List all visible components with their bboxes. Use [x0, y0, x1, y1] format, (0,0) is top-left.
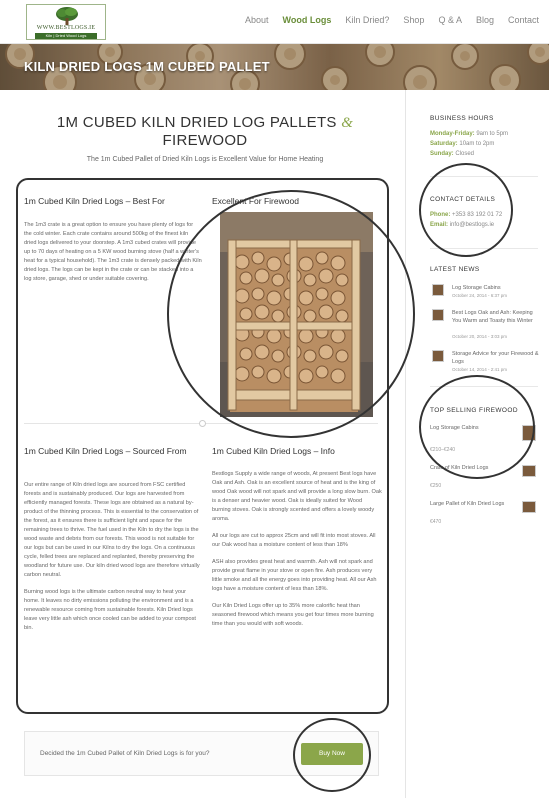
- site-logo[interactable]: [26, 4, 106, 40]
- main-heading: [24, 114, 386, 150]
- business-hours-heading: BUSINESS HOURS: [430, 115, 494, 122]
- info-paragraph-2: All our logs are cut to approx 25cm and will fit into most stoves. All our Oak wood has a moisture content of less than 18%: [212, 533, 376, 548]
- news-item-title[interactable]: Best Logs Oak and Ash: Keeping You Warm and Toasty this Winter: [452, 310, 533, 324]
- hours-time: Closed: [455, 151, 475, 157]
- news-item-title[interactable]: Log Storage Cabins: [452, 285, 501, 291]
- buy-now-prompt: Decided the 1m Cubed Pallet of Kiln Dried Logs is for you?: [40, 750, 210, 757]
- nav-about[interactable]: About: [245, 15, 269, 25]
- business-hours-list: [430, 129, 508, 159]
- logo-strap: Kiln | Dried Wood Logs: [35, 33, 97, 39]
- best-for-paragraph: The 1m3 crate is a great option to ensure you have plenty of logs for the cold winter. Each crate contains around 500kg of the finest kiln dried logs delivered to your doorstep. A 1m3 cubed crates will provide up to 70 days of heating on a 5 KW wood burning stove (half a winter's heat for a typical household). The 1m3 crate is densely packed with Kiln dried logs. The logs can be kept in the crate or can be stacked into a log store, garage, shed or under suitable covering.: [24, 222, 202, 282]
- site-header: [0, 0, 549, 44]
- contact-highlight-circle: [419, 163, 513, 257]
- product-name[interactable]: Log Storage Cabins: [430, 425, 479, 431]
- top-selling-heading: TOP SELLING FIREWOOD: [430, 407, 518, 414]
- nav-shop[interactable]: Shop: [403, 15, 425, 25]
- hours-row: [430, 129, 508, 139]
- news-item-title[interactable]: Storage Advice for your Firewood & Logs: [452, 351, 539, 365]
- nav-qa[interactable]: Q & A: [438, 15, 462, 25]
- main-nav: [231, 15, 539, 25]
- hours-time: 10am to 2pm: [459, 141, 495, 147]
- news-thumbnail[interactable]: [432, 284, 444, 296]
- nav-kiln-dried[interactable]: Kiln Dried?: [345, 15, 390, 25]
- news-thumbnail[interactable]: [432, 350, 444, 362]
- hours-day: Saturday:: [430, 141, 458, 147]
- sourced-paragraph-2: Burning wood logs is the ultimate carbon neutral way to heat your home. It leaves no dirty emissions polluting the environment and is a renewable resource coming from sustainable forests. Kiln Dried logs leave very little ash which once cooled can be added to your compost bin.: [24, 589, 196, 631]
- hours-day: Monday-Friday:: [430, 131, 475, 137]
- best-for-heading: 1m Cubed Kiln Dried Logs – Best For: [24, 196, 165, 206]
- sourced-paragraph-1: Our entire range of Kiln dried logs are sourced from FSC certified forests and is sustainably produced. Our logs are harvested from efficiently managed forests. These logs are obtained as a natural by-product of the thinning process. This is essential to the conservation of the forest, as it ensures there is sufficient light and space for the remaining trees to thrive. The fuel used in the Kiln to dry the logs is the wood waste and debris from our forests. This wood is not suitable for our logs but can be used in our Kilns to dry the logs. On a continuous cycle, felled trees are replaced and replanted, thereby preserving the woodland for future use. Our kiln dried wood logs are therefore virtually carbon neutral.: [24, 482, 200, 578]
- buy-now-button[interactable]: Buy Now: [301, 743, 363, 765]
- nav-contact[interactable]: Contact: [507, 15, 539, 25]
- phone-label: Phone:: [430, 212, 451, 218]
- buy-now-highlight-circle: [293, 718, 371, 792]
- news-thumbnail[interactable]: [432, 309, 444, 321]
- image-highlight-circle: [167, 190, 415, 438]
- product-thumbnail[interactable]: [522, 501, 536, 513]
- product-price: €250: [430, 483, 442, 489]
- main-subtitle: The 1m Cubed Pallet of Dried Kiln Logs is Excellent Value for Home Heating: [86, 156, 324, 163]
- top-selling-highlight-circle: [419, 375, 535, 479]
- contact-details-heading: CONTACT DETAILS: [430, 196, 496, 203]
- main-heading-amp: &: [341, 115, 354, 131]
- info-paragraph-4: Our Kiln Dried Logs offer up to 35% more calorific heat than seasoned firewood which means you get four times more burning time than you would with soft woods.: [212, 603, 374, 627]
- page-banner: [0, 44, 549, 90]
- info-paragraph-3: ASH also provides great heat and warmth. Ash will not spark and provide great flame in your stove or open fire. Ash produces very little smoke and all the energy goes into providing heat. All our Ash logs have a moisture content of less than 18%.: [212, 559, 377, 592]
- product-thumbnail[interactable]: [522, 465, 536, 477]
- news-item-date: October 24, 2014 - 6:37 pm: [452, 293, 508, 298]
- firewood-heading: Excellent For Firewood: [212, 196, 299, 206]
- page-title: KILN DRIED LOGS 1M CUBED PALLET: [24, 59, 270, 74]
- email-label: Email:: [430, 222, 449, 228]
- main-heading-line1: 1M CUBED KILN DRIED LOG PALLETS: [56, 114, 337, 131]
- logo-brand: WWW.BESTLOGS.IE: [36, 25, 96, 31]
- email-address[interactable]: info@bestlogs.ie: [449, 222, 495, 228]
- phone-number[interactable]: +353 83 192 01 72: [452, 212, 503, 218]
- hours-row: [430, 139, 508, 149]
- sourced-from-heading: 1m Cubed Kiln Dried Logs – Sourced From: [24, 446, 187, 456]
- product-price: €470: [430, 519, 442, 525]
- info-paragraph-1: Bestlogs Supply a wide range of woods, At present Best logs have Oak and Ash. Oak is an excellent source of heat and is the king of wood Oak wood will not spark and will provide a long slow burn. Oak is a denser and heavier wood. Oak is ideally suited for Wood burning stoves. Oak is strongly scented and offers a lovely woody aroma.: [212, 471, 382, 522]
- news-item-date: October 14, 2014 - 2:41 pm: [452, 367, 508, 372]
- product-price: €210–€240: [430, 447, 456, 453]
- product-name[interactable]: Large Pallet of Kiln Dried Logs: [430, 501, 505, 507]
- product-name[interactable]: Crate of Kiln Dried Logs: [430, 465, 489, 471]
- main-heading-line2: FIREWOOD: [162, 132, 248, 149]
- hours-time: 9am to 5pm: [476, 131, 509, 137]
- tree-icon: [54, 6, 80, 25]
- nav-blog[interactable]: Blog: [475, 15, 494, 25]
- info-heading: 1m Cubed Kiln Dried Logs – Info: [212, 446, 335, 456]
- news-item-date: October 20, 2014 - 3:03 pm: [452, 334, 508, 339]
- hours-day: Sunday:: [430, 151, 454, 157]
- latest-news-heading: LATEST NEWS: [430, 266, 480, 273]
- sidebar-divider: [405, 90, 406, 798]
- nav-wood-logs[interactable]: Wood Logs: [282, 15, 332, 25]
- hours-row: [430, 149, 508, 159]
